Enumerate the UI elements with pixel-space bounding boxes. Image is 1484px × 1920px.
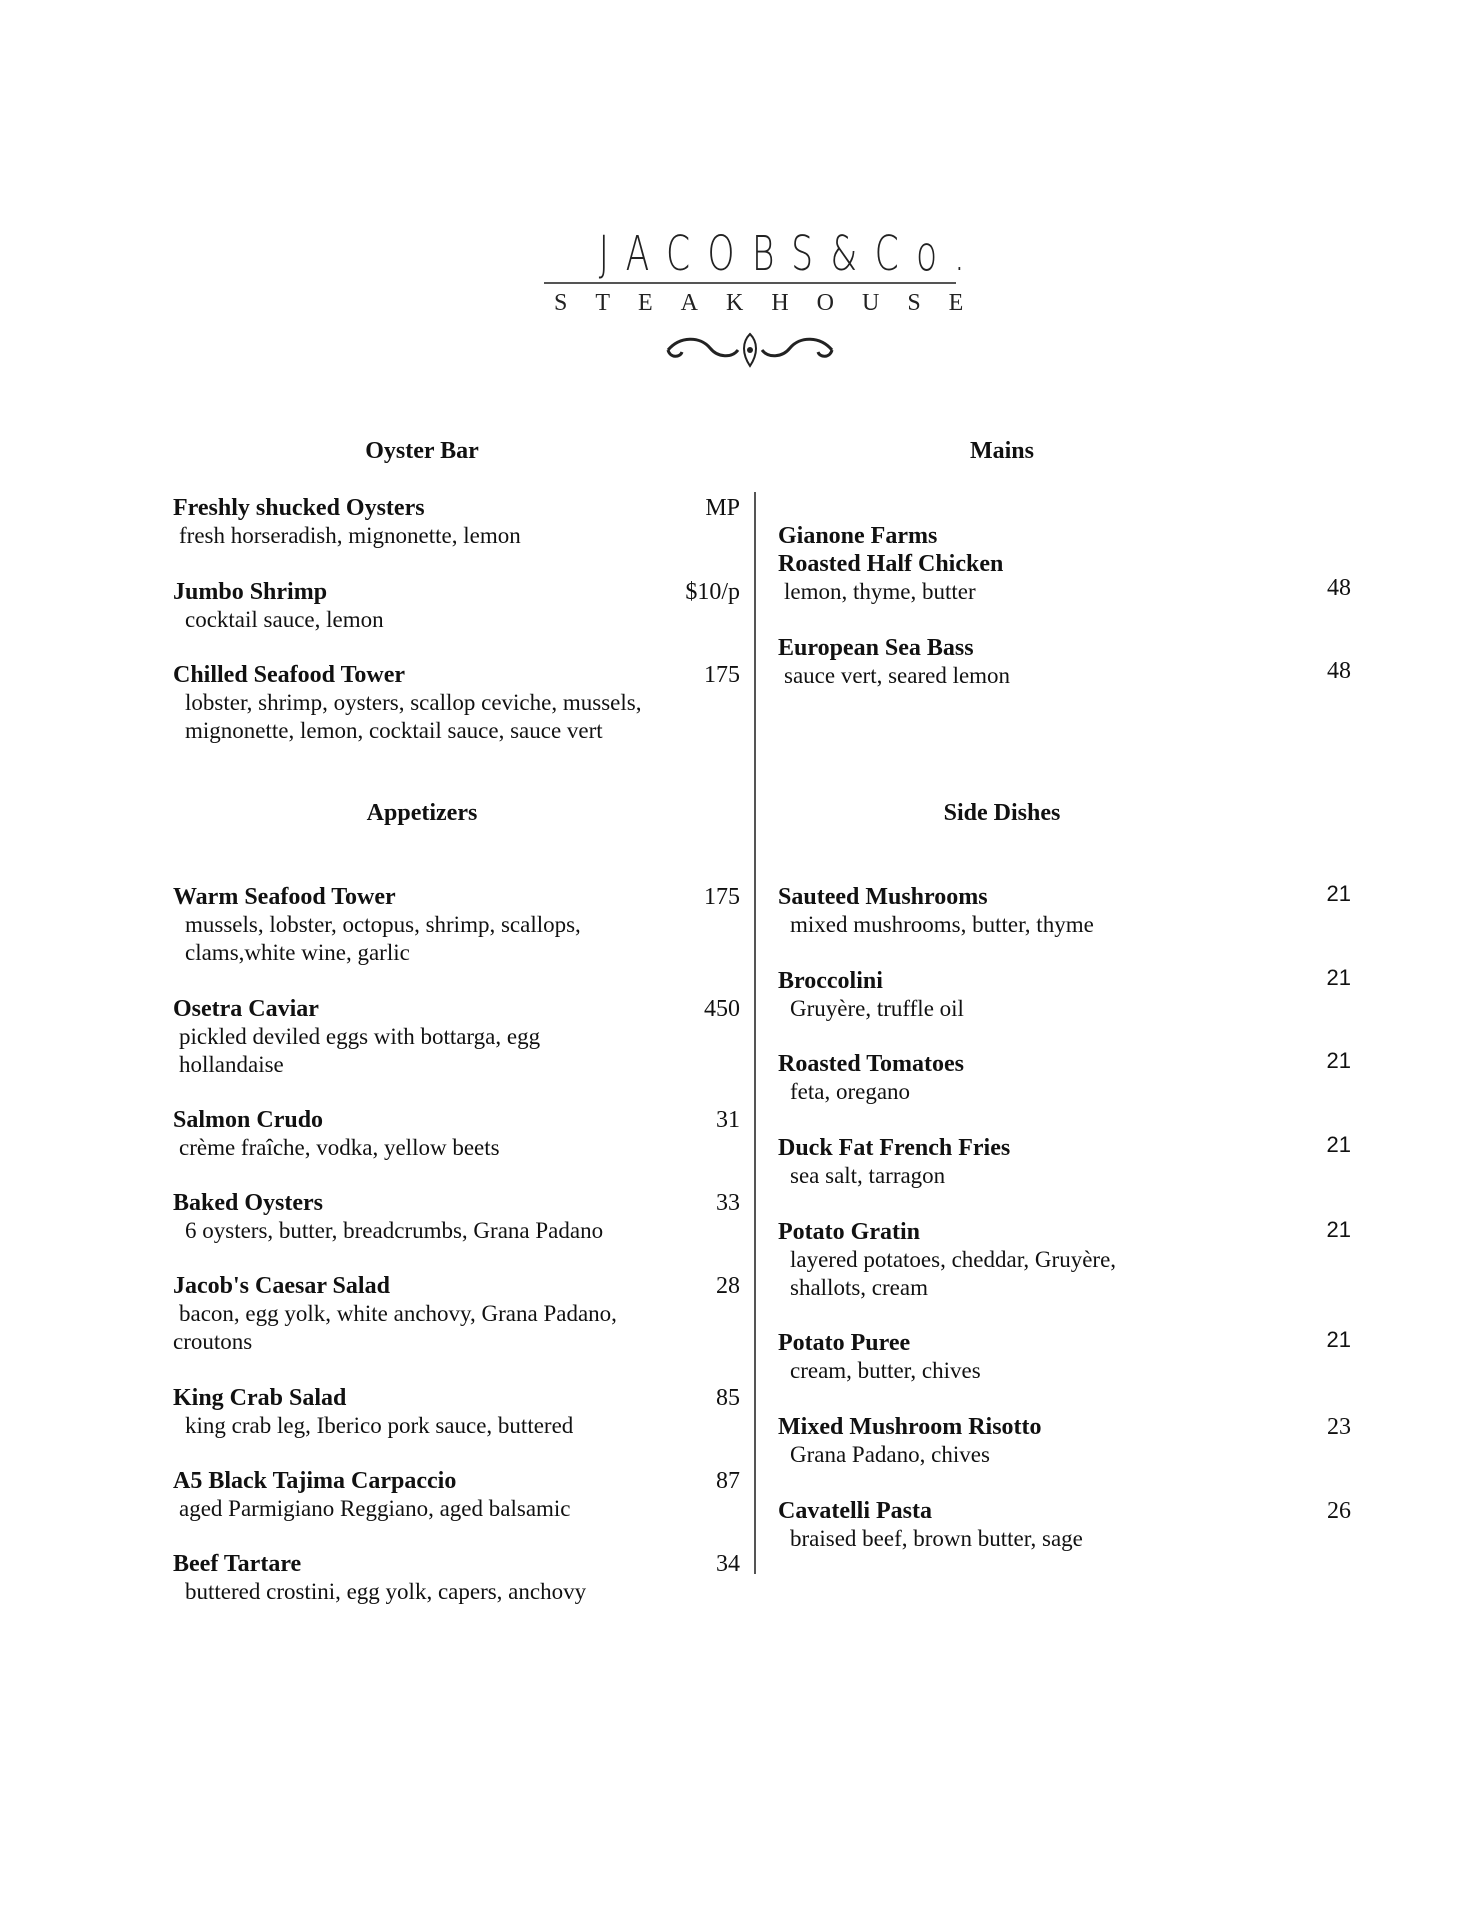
item-price: 175 [704,662,740,688]
item-name: Mixed Mushroom Risotto [778,1414,1042,1440]
item-description: clams,white wine, garlic [185,940,410,965]
item-description: Gruyère, truffle oil [790,996,964,1021]
restaurant-logo [540,226,992,372]
item-price: 450 [704,996,740,1022]
item-name: Beef Tartare [173,1551,302,1577]
menu-item [173,1467,571,1523]
item-description: buttered crostini, egg yolk, capers, anchovy [185,1579,587,1604]
item-name: Freshly shucked Oysters [173,495,425,521]
menu-item [778,1497,1083,1553]
heading-oyster-bar: Oyster Bar [365,438,479,464]
item-description: braised beef, brown butter, sage [790,1526,1083,1551]
item-description: fresh horseradish, mignonette, lemon [179,523,521,548]
menu-item [778,883,1094,939]
item-price: 33 [716,1190,740,1216]
item-name: Duck Fat French Fries [778,1135,1011,1161]
item-name: Broccolini [778,968,883,994]
item-name: Chilled Seafood Tower [173,662,406,688]
menu-item [173,1189,603,1245]
item-price: 21 [1326,1217,1351,1242]
menu-item [173,995,540,1079]
menu-item [173,1106,500,1162]
item-price: 21 [1326,1327,1351,1352]
item-description: 6 oysters, butter, breadcrumbs, Grana Padano [185,1218,604,1243]
item-price: 26 [1327,1498,1351,1524]
item-description: mignonette, lemon, cocktail sauce, sauce vert [185,718,603,743]
item-price: 28 [716,1273,740,1299]
heading-appetizers: Appetizers [366,800,478,826]
menu-item [173,661,641,745]
item-price: 48 [1327,575,1351,601]
item-name-line2: Roasted Half Chicken [778,551,1004,577]
menu-item [778,1329,981,1385]
item-description: king crab leg, Iberico pork sauce, buttered [185,1413,574,1438]
item-description: feta, oregano [790,1079,911,1104]
ornament-flourish-icon [660,328,840,372]
item-name: A5 Black Tajima Carpaccio [173,1468,457,1494]
item-name: Cavatelli Pasta [778,1498,932,1524]
item-name: Sauteed Mushrooms [778,884,988,910]
item-description: mussels, lobster, octopus, shrimp, scallops, [185,912,581,937]
item-name: Jumbo Shrimp [173,579,328,605]
item-price: 31 [716,1107,740,1133]
menu-item [173,578,384,634]
item-price: 21 [1326,1048,1351,1073]
item-description: sea salt, tarragon [790,1163,946,1188]
menu-item [778,1413,1042,1469]
logo-subtitle: STEAKHOUSE [554,290,992,316]
item-name: European Sea Bass [778,635,974,661]
logo-name: JACOBS&Co. [598,226,983,282]
item-name: King Crab Salad [173,1385,347,1411]
item-name: Baked Oysters [173,1190,323,1216]
item-price: 21 [1326,881,1351,906]
menu-item [173,1384,573,1440]
heading-mains: Mains [969,438,1034,464]
item-description: hollandaise [179,1052,284,1077]
heading-side-dishes: Side Dishes [943,800,1061,826]
item-price: 21 [1326,965,1351,990]
item-price: 85 [716,1385,740,1411]
item-description: Grana Padano, chives [790,1442,990,1467]
item-description: bacon, egg yolk, white anchovy, Grana Padano, [179,1301,617,1326]
item-name: Jacob's Caesar Salad [173,1273,390,1299]
item-description: mixed mushrooms, butter, thyme [790,912,1094,937]
item-description: layered potatoes, cheddar, Gruyère, [790,1247,1117,1272]
menu-item [778,1134,1010,1190]
item-description: lemon, thyme, butter [784,579,976,604]
item-description: aged Parmigiano Reggiano, aged balsamic [179,1496,571,1521]
menu-item [778,634,1010,690]
item-description: sauce vert, seared lemon [784,663,1011,688]
item-price: $10/p [685,579,740,605]
item-description: croutons [173,1329,253,1354]
item-price: 23 [1327,1414,1351,1440]
item-price: MP [705,495,740,521]
item-name: Potato Gratin [778,1219,920,1245]
item-description: shallots, cream [790,1275,928,1300]
menu-item [173,883,581,967]
item-name: Warm Seafood Tower [173,884,396,910]
menu-item [778,1218,1116,1302]
item-description: pickled deviled eggs with bottarga, egg [179,1024,541,1049]
item-name: Roasted Tomatoes [778,1051,965,1077]
item-price: 48 [1327,658,1351,684]
item-description: cream, butter, chives [790,1358,981,1383]
logo-rule [544,282,956,284]
item-name: Potato Puree [778,1330,911,1356]
item-price: 175 [704,884,740,910]
item-name: Osetra Caviar [173,996,319,1022]
item-price: 21 [1326,1132,1351,1157]
menu-item [173,1272,617,1356]
menu-item [173,494,521,550]
menu-item [778,967,964,1023]
item-description: cocktail sauce, lemon [185,607,384,632]
item-description: lobster, shrimp, oysters, scallop ceviche, mussels, [185,690,642,715]
item-price: 87 [716,1468,740,1494]
menu-item [778,522,1003,606]
column-divider [754,492,756,1574]
menu-item [778,1050,964,1106]
menu-item [173,1550,586,1606]
item-name: Salmon Crudo [173,1107,324,1133]
item-name: Gianone Farms [778,523,938,549]
item-description: crème fraîche, vodka, yellow beets [179,1135,500,1160]
item-price: 34 [716,1551,740,1577]
